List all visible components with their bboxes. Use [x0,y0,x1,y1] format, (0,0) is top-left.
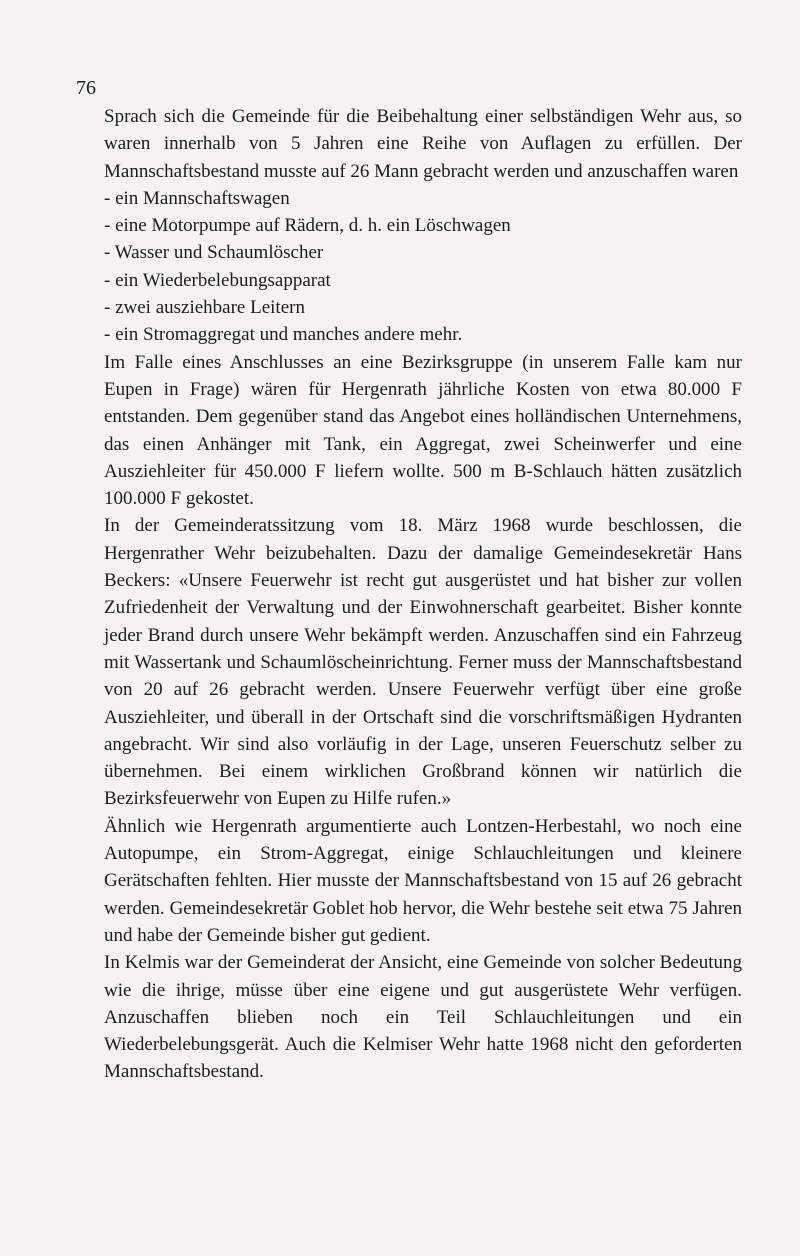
paragraph-connection-costs: Im Falle eines Anschlusses an eine Bezirksgruppe (in unserem Falle kam nur Eupen in Frage) wären für Hergenrath jährliche Kosten von etwa 80.000 F entstanden. Dem gegenüber stand das Angebot eines holländischen Unternehmens, das einen Anhänger mit Tank, ein Aggregat, zwei Scheinwerfer und eine Ausziehleiter für 450.000 F liefern wollte. 500 m B-Schlauch hätten zusätzlich 100.000 F gekostet. [104,351,742,510]
paragraph-council-meeting: In der Gemeinderatssitzung vom 18. März 1968 wurde beschlossen, die Hergenrather Wehr beizubehalten. Dazu der damalige Gemeindesekretär Hans Beckers: «Unsere Feuerwehr ist recht gut ausgerüstet und hat bisher zur vollen Zufriedenheit der Verwaltung und der Einwohnerschaft gearbeitet. Bisher konnte jeder Brand durch unsere Wehr bekämpft werden. Anzuschaffen sind ein Fahrzeug mit Wassertank und Schaumlöscheinrichtung. Ferner muss der Mannschaftsbestand von 20 auf 26 gebracht werden. Unsere Feuerwehr verfügt über eine große Ausziehleiter, und überall in der Ortschaft sind die vorschriftsmäßigen Hydranten angebracht. Wir sind also vorläufig in der Lage, unseren Feuerschutz selber zu übernehmen. Bei einem wirklichen Großbrand können wir natürlich die Bezirksfeuerwehr von Eupen zu Hilfe rufen.» [104,515,742,810]
paragraph-fire-brigade-conditions: Sprach sich die Gemeinde für die Beibehaltung einer selbständigen Wehr aus, so waren innerhalb von 5 Jahren eine Reihe von Auflagen zu erfüllen. Der Mannschaftsbestand musste auf 26 Mann gebracht werden und anzuschaffen waren [104,106,742,182]
paragraph-kelmis: In Kelmis war der Gemeinderat der Ansicht, eine Gemeinde von solcher Bedeutung wie die ihrige, müsse über eine eigene und gut ausgerüstete Wehr verfügen. Anzuschaffen blieben noch ein Teil Schlauchleitungen und ein Wiederbelebungsgerät. Auch die Kelmiser Wehr hatte 1968 nicht den geforderten Mannschaftsbestand. [104,952,742,1083]
list-item: - eine Motorpumpe auf Rädern, d. h. ein Löschwagen [104,215,511,237]
list-item: - Wasser und Schaumlöscher [104,242,324,264]
list-item: - ein Mannschaftswagen [104,187,290,209]
body-text [104,103,742,1086]
list-item: - ein Stromaggregat und manches andere mehr. [104,324,463,346]
list-item: - zwei ausziehbare Leitern [104,297,305,319]
paragraph-lontzen-herbestahl: Ähnlich wie Hergenrath argumentierte auch Lontzen-Herbestahl, wo noch eine Autopumpe, ein Strom-Aggregat, einige Schlauchleitungen und kleinere Gerätschaften fehlten. Hier musste der Mannschaftsbestand von 15 auf 26 gebracht werden. Gemeindesekretär Goblet hob hervor, die Wehr bestehe seit etwa 75 Jahren und habe der Gemeinde bisher gut gedient. [104,815,742,946]
page-number: 76 [76,77,96,99]
list-item: - ein Wiederbelebungsapparat [104,269,331,291]
equipment-list [104,185,742,349]
